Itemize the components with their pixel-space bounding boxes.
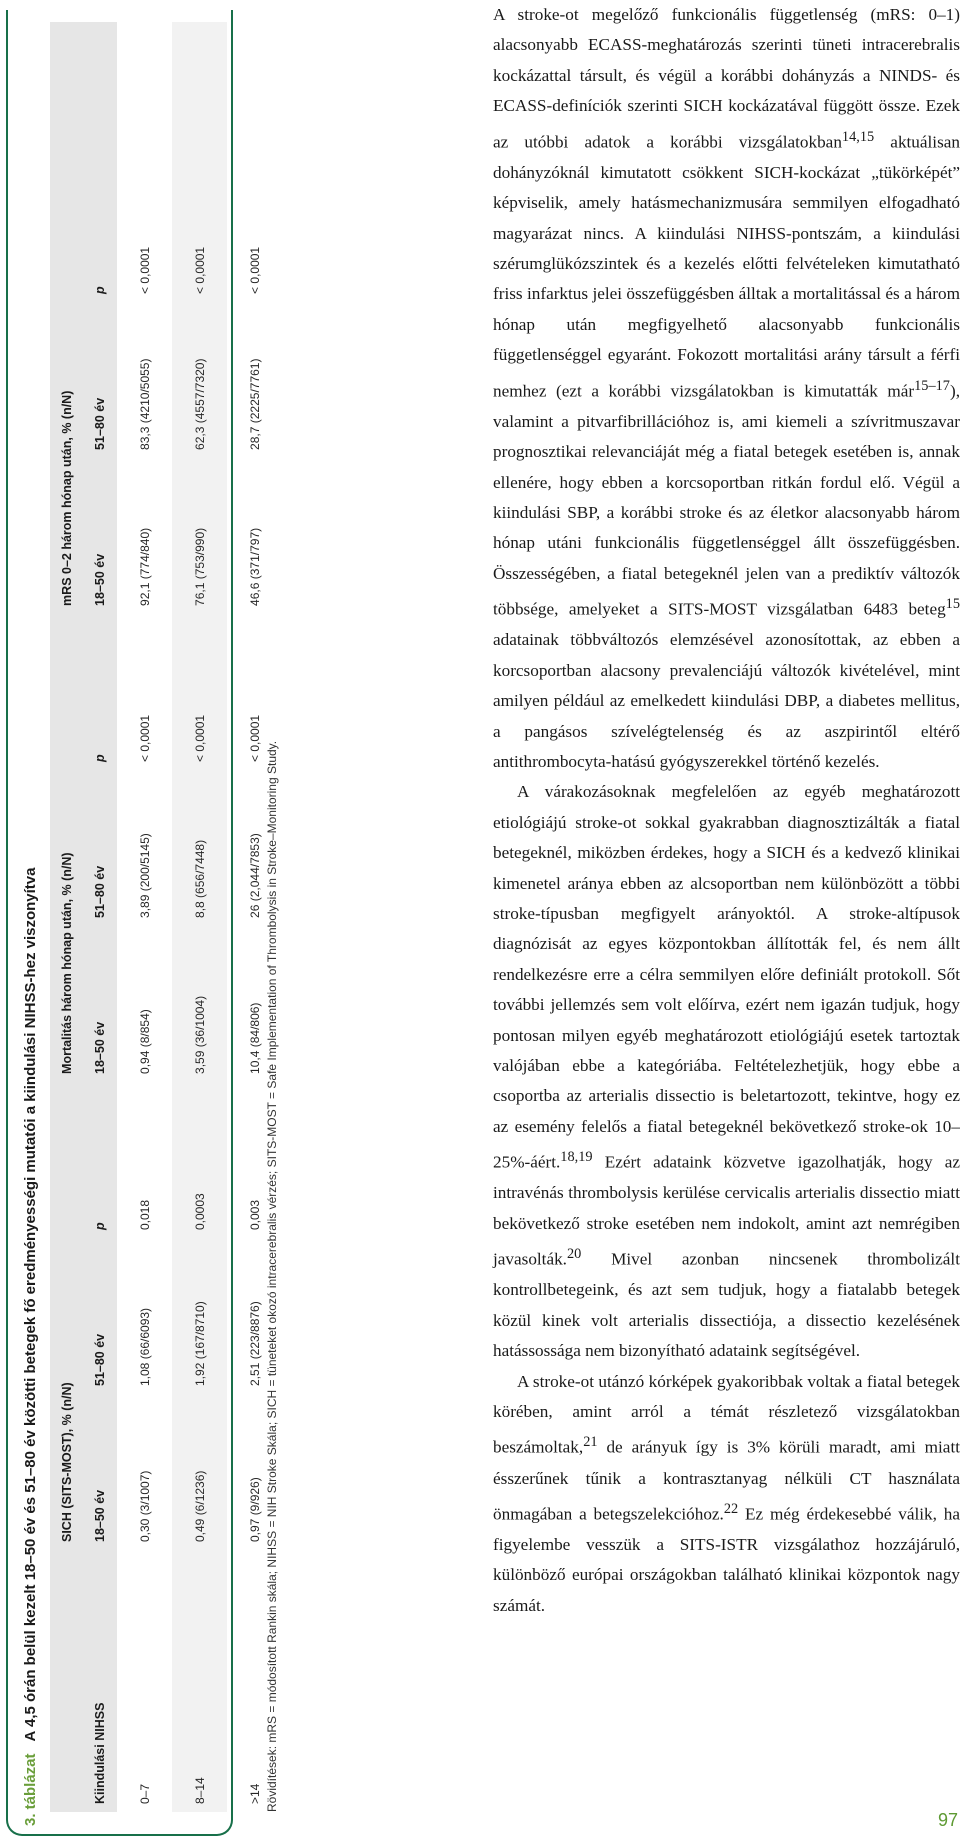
rotated-table-container [0,0,300,1840]
page-number: 97 [938,1810,959,1830]
table-label: 3. táblázat [21,1753,39,1826]
text-run: adatainak többváltozós elemzésével azonosítottak, az ebben a korcsoportban alacsony prevalenciájú változók kivételével, mint amilyen például az emelkedett kiindulási DBP, a diabetes mellitus, a pangásos szívelégtelenség és az aszpirintől eltérő antithrombocyta-hatású gyógyszerekkel történő kezelés. [493,630,960,771]
header-row-subgroups [83,22,117,1812]
text-run: A várakozásoknak megfelelően az egyéb meghatározott etiológiájú stroke-ot sokkal gyakrabban diagnosztizálták a fiatal betegeknél, miközben érdekes, hogy a SICH és a kedvező klinikai kimenetel aránya ebben az alcsoportban nem különbözött a többi stroke-típusban megfigyelt arányoktól. A stroke-altípusok diagnózisát az egyes központokban állították fel, és nem állt rendelkezésre erre a célra semmilyen előre definiált protokoll. Sőt további jellemzés sem volt előírva, ezért nem igazán tudjuk, hogy pontosan milyen egyéb meghatározott etiológiájú esetek tartoztak valójában ebbe a kategóriába. Feltételezhetjük, hogy ebbe a csoportba az arterialis dissectio is beletartozott, tekintve, hogy ez az esemény felelős a fiatal betegeknél bekövetkező stroke-ok 10–25%-áért. [493,782,960,1172]
table-cell: 3,89 (200/5145) [137,833,152,918]
sich-group-header: SICH (SITS-MOST), % (n/N) [50,1082,83,1550]
text-run: de arányuk így is 3% körüli maradt, ami miatt ésszerűnek tűnik a kontrasztanyag nélküli CT használata önmagában a betegszelekcióhoz. [493,1438,960,1524]
text-run: aktuálisan dohányzóknál kimutatott csökkent SICH-kockázat „tükörképét” képviselik, amely hatásmechanizmusára semmilyen elfogadható magyarázat nincs. A kiindulási NIHSS-pontszám, a kiindulási szérumglükózszintek és a kezelés előtti felvételeken kimutatható friss infarktus jelei összefüggésben álltak a mortalitással és a három hónap után megfigyelhető alacsonyabb funkcionális függetlenséggel egyaránt. Fokozott mortalitási arány társult a férfi nemhez (ezt a korábbi vizsgálatokban is kimutatták már [493,132,960,401]
table-cell: < 0,0001 [172,22,227,302]
table-cell: 0,003 [247,1199,262,1230]
table-cell: 0,30 (3/1007) [137,1470,152,1542]
column-header: p [83,1082,117,1238]
table-row [117,22,172,1812]
column-header: 18–50 év [83,1394,117,1550]
text-run: A stroke-ot utánzó kórképek gyakoribbak voltak a fiatal betegek körében, amint arról a témát részletező vizsgálatokban beszámoltak, [493,1371,960,1458]
column-header: 18–50 év [83,458,117,614]
table-cell: 2,51 (223/8876) [247,1301,262,1386]
citation: 15–17 [914,377,950,394]
nihss-cell: 0–7 [137,1783,152,1804]
table-cell: 76,1 (753/990) [172,458,227,614]
table-cell: < 0,0001 [247,714,262,762]
citation: 15 [945,596,960,613]
table-row [172,22,227,1812]
table-cell: 92,1 (774/840) [137,527,152,606]
column-header: 51–80 év [83,1238,117,1394]
citation: 20 [566,1246,582,1263]
mortality-group-header: Mortalitás három hónap után, % (n/N) [50,614,83,1082]
nihss-cell: 8–14 [172,1550,227,1812]
table-panel [0,0,470,1840]
table-cell: 26 (2,044/7853) [247,833,262,918]
table-cell: 62,3 (4557/7320) [172,302,227,458]
table-cell: 0,97 (9/926) [247,1477,262,1542]
table-cell: < 0,0001 [172,614,227,770]
nihss-cell: >14 [247,1783,262,1804]
text-run: A stroke-ot megelőző funkcionális függetlenség (mRS: 0–1) alacsonyabb ECASS-meghatározás szerinti tüneti intracerebralis kockázattal társult, és végül a korábbi dohányzás a NINDS- és ECASS-definíciók szerinti SICH kockázatával függött össze. Ezek az utóbbi adatok a korábbi vizsgálatokban [493,5,960,152]
text-run: Ez még érdekesebbé válik, ha figyelembe vesszük a SITS-ISTR vizsgálathoz hozzájáruló, különböző európai országokban található klinikai központok nagy számát. [493,1504,960,1615]
column-header: 18–50 év [83,926,117,1082]
table-cell: 3,59 (36/1004) [172,926,227,1082]
text-run: Ezért adataink közvetve igazolhatják, hogy az intravénás thrombolysis kerülése cervicalis arterialis dissectio miatt bekövetkező stroke esetében nem indokolt, amint azt nemrégiben javasolták. [493,1152,960,1269]
table-cell: < 0,0001 [137,246,152,294]
citation: 21 [583,1434,598,1451]
table-cell: < 0,0001 [247,246,262,294]
table-cell: 1,08 (66/6093) [137,1307,152,1386]
column-header: p [83,614,117,770]
table-caption [12,868,48,1827]
text-run: ), valamint a pitvarfibrillációhoz is, ami kiemeli a szívritmuszavar prognosztikai relevanciáját még a fiatal betegek esetében is, annak ellenére, hogy ebben a korcsoportban ritkán fordul elő. Végül a kiindulási SBP, a korábbi stroke és az életkor alacsonyabb három hónap utáni funkcionális függetlenséggel állt összefüggésben. Összességében, a fiatal betegeknél jelen van a prediktív változók többsége, amelyeket a SITS-MOST vizsgálatban 6483 beteg [493,381,960,619]
paragraph [493,0,960,777]
text-run: Mivel azonban nincsenek thrombolizált kontrollbetegeink, és azt sem tudjuk, hogy a fiatalabb betegek közül kinek volt arterialis dissectiója, a dissectio kezelésének hatássossága nem bizonyítható adataink segítségével. [493,1249,960,1361]
table-cell: 0,018 [137,1199,152,1230]
paragraph [493,777,960,1366]
mrs-group-header: mRS 0–2 három hónap után, % (n/N) [50,22,83,614]
paragraph [493,1367,960,1622]
table-cell: 28,7 (2225/7761) [247,358,262,450]
table-footnote: Rövidítések: mRS = módosított Rankin skála; NIHSS = NIH Stroke Skála; SICH = tüneteket okozó intracerebralis vérzés; SITS-MOST = Safe Implementation of Thrombolysis in Stroke–Monitoring Study. [265,740,279,1812]
table-cell: 0,0003 [172,1082,227,1238]
body-text-column [493,0,960,1621]
nihss-column-header: Kiindulási NIHSS [83,1550,117,1812]
empty-header [50,1550,83,1812]
citation: 22 [723,1500,739,1517]
table-title: A 4,5 órán belül kezelt 18–50 év és 51–80 év közötti betegek fő eredményességi mutatói a kiindulási NIHSS-hez viszonyítva [21,867,39,1742]
column-header: p [83,22,117,302]
table-cell: 0,49 (6/1236) [172,1394,227,1550]
citation: 14,15 [841,128,875,145]
table-cell: 8,8 (656/7448) [172,770,227,926]
column-header: 51–80 év [83,770,117,926]
column-header: 51–80 év [83,302,117,458]
table-cell: < 0,0001 [137,714,152,762]
table-cell: 46,6 (371/797) [247,527,262,606]
table-cell: 1,92 (167/8710) [172,1238,227,1394]
table-cell: 83,3 (4210/5055) [137,358,152,450]
results-table [50,22,282,1812]
citation: 18,19 [560,1149,593,1166]
table-cell: 10,4 (84/806) [247,1002,262,1074]
header-row-groups [50,22,83,1812]
table-cell: 0,94 (8/854) [137,1009,152,1074]
